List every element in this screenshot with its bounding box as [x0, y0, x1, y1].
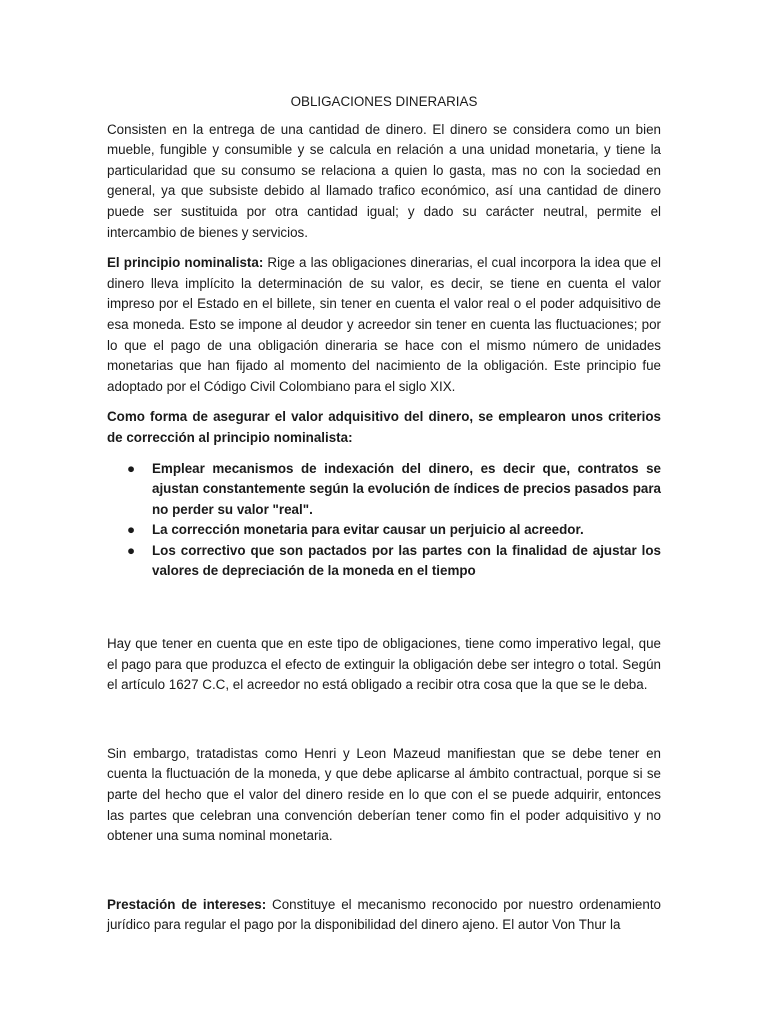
bullet-icon: ●: [127, 542, 136, 558]
list-item-text: Emplear mecanismos de indexación del dinero, es decir que, contratos se ajustan constantemente según la evolución de índices de precios pasados para no perder su valor "real".: [152, 460, 661, 517]
blank-spacer: [107, 857, 661, 895]
bullet-icon: ●: [127, 522, 136, 538]
blank-spacer: [107, 594, 661, 634]
document-title: OBLIGACIONES DINERARIAS: [290, 94, 478, 109]
blank-spacer: [107, 706, 661, 744]
imperativo-paragraph: Hay que tener en cuenta que en este tipo de obligaciones, tiene como imperativo legal, que el pago para que produzca el efecto de extinguir la obligación debe ser integro o total. Según el artículo 1627 C.C, el acreedor no está obligado a recibir otra cosa que la que se le deba.: [107, 636, 661, 693]
list-item-text: Los correctivo que son pactados por las partes con la finalidad de ajustar los valores de depreciación de la moneda en el tiempo: [152, 542, 661, 579]
criteria-list: [107, 459, 661, 583]
list-item: [107, 520, 661, 541]
list-item: [107, 459, 661, 521]
document-body: [107, 92, 661, 946]
list-item: [107, 541, 661, 582]
bullet-icon: ●: [127, 460, 136, 476]
nominalismo-text: Rige a las obligaciones dinerarias, el cual incorpora la idea que el dinero lleva implícito la determinación de su valor, es decir, se tiene en cuenta el valor impreso por el Estado en el billete, sin tener en cuenta el valor real o el poder adquisitivo de esa moneda. Esto se impone al deudor y acreedor sin tener en cuenta las fluctuaciones; por lo que el pago de una obligación dineraria se hace con el mismo número de unidades monetarias que han fijado al momento del nacimiento de la obligación. Este principio fue adoptado por el Código Civil Colombiano para el siglo XIX.: [107, 255, 661, 394]
correccion-intro-paragraph: Como forma de asegurar el valor adquisitivo del dinero, se emplearon unos criterios de corrección al principio nominalista:: [107, 409, 661, 445]
nominalismo-heading: El principio nominalista:: [107, 255, 264, 271]
nominalismo-paragraph: [107, 253, 661, 397]
intereses-text: Constituye el mecanismo reconocido por nuestro ordenamiento jurídico para regular el pago por la disponibilidad del dinero ajeno. El autor Von Thur la: [107, 896, 661, 933]
intereses-paragraph: [107, 895, 661, 936]
list-item-text: La corrección monetaria para evitar causar un perjuicio al acreedor.: [152, 522, 584, 538]
intereses-heading: Prestación de intereses:: [107, 896, 267, 912]
mazeud-paragraph: Sin embargo, tratadistas como Henri y Leon Mazeud manifiestan que se debe tener en cuenta la fluctuación de la moneda, y que debe aplicarse al ámbito contractual, porque si se parte del hecho que el valor del dinero reside en lo que con el se puede adquirir, entonces las partes que celebran una convención deberían tener como fin el poder adquisitivo y no obtener una suma nominal monetaria.: [107, 745, 661, 844]
intro-paragraph: Consisten en la entrega de una cantidad de dinero. El dinero se considera como un bien mueble, fungible y consumible y se calcula en relación a una unidad monetaria, y tiene la particularidad que su consumo se relaciona a quien lo gasta, mas no con la sociedad en general, ya que subsiste debido al llamado trafico económico, así una cantidad de dinero puede ser sustituida por otra cantidad igual; y dado su carácter neutral, permite el intercambio de bienes y servicios.: [107, 121, 661, 240]
